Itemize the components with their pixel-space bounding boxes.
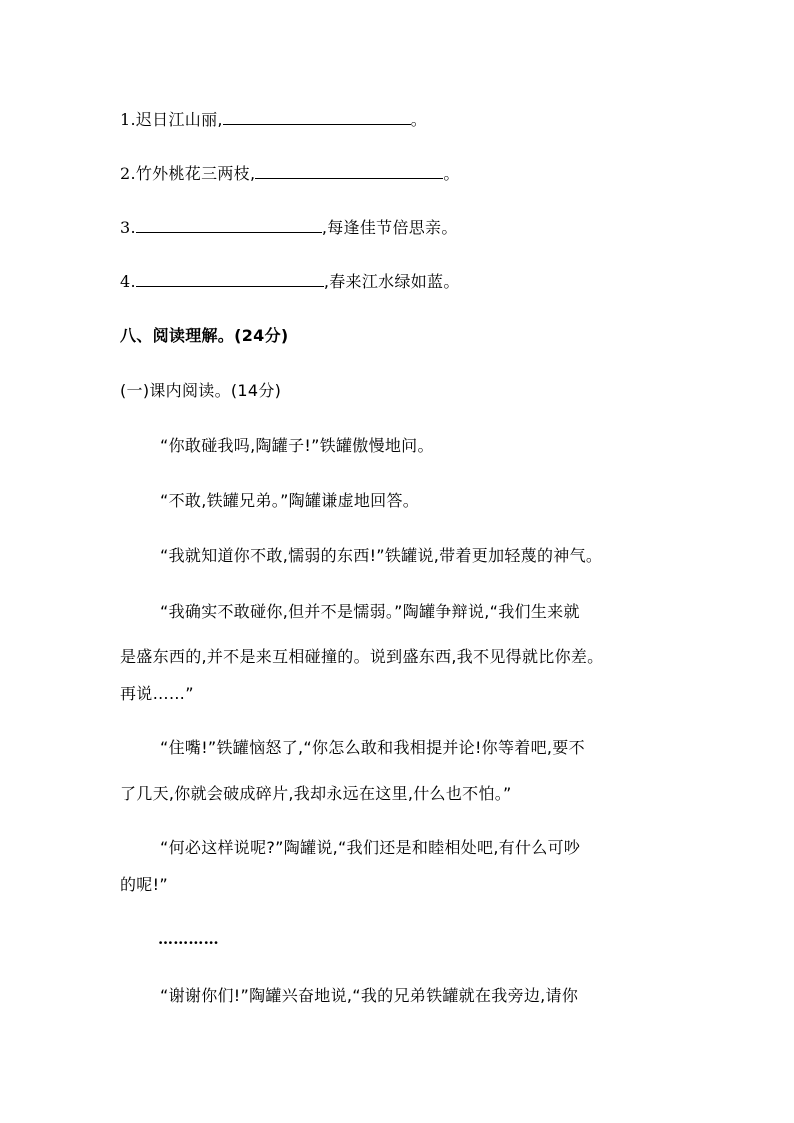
ellipsis-line: ………… (158, 930, 219, 948)
question-number: 2. (120, 164, 136, 183)
passage-line: “住嘴!”铁罐恼怒了,“你怎么敢和我相提并论!你等着吧,要不 (160, 738, 585, 757)
question-number: 1. (120, 110, 136, 129)
passage-line: “不敢,铁罐兄弟。”陶罐谦虚地回答。 (160, 491, 420, 510)
blank-question-3 (120, 218, 458, 238)
passage-line: 再说……” (120, 684, 194, 703)
passage-line: “我确实不敢碰你,但并不是懦弱。”陶罐争辩说,“我们生来就 (160, 602, 580, 621)
question-text-after: ,春来江水绿如蓝。 (323, 272, 460, 291)
passage-line: “我就知道你不敢,懦弱的东西!”铁罐说,带着更加轻蔑的神气。 (160, 546, 603, 565)
subsection-title: (一)课内阅读。(14分) (120, 381, 282, 400)
passage-line: 是盛东西的,并不是来互相碰撞的。说到盛东西,我不见得就比你差。 (120, 647, 604, 666)
answer-blank[interactable] (255, 164, 443, 179)
question-number: 3. (120, 218, 136, 237)
question-text-after: 。 (410, 110, 428, 129)
passage-line: 了几天,你就会破成碎片,我却永远在这里,什么也不怕。” (120, 784, 512, 803)
question-text-before: 迟日江山丽, (135, 110, 223, 129)
passage-line: “谢谢你们!”陶罐兴奋地说,“我的兄弟铁罐就在我旁边,请你 (160, 986, 579, 1005)
question-text-after: 。 (443, 164, 460, 183)
answer-blank[interactable] (136, 272, 324, 287)
passage-line: 的呢!” (120, 875, 168, 894)
answer-blank[interactable] (223, 110, 411, 125)
blank-question-2 (120, 164, 460, 184)
answer-blank[interactable] (136, 218, 322, 233)
question-text-after: ,每逢佳节倍思亲。 (321, 218, 458, 237)
blank-question-4 (120, 272, 460, 292)
blank-question-1 (120, 110, 427, 130)
passage-line: “你敢碰我吗,陶罐子!”铁罐傲慢地问。 (160, 436, 434, 455)
question-number: 4. (120, 272, 136, 291)
question-text-before: 竹外桃花三两枝, (135, 164, 256, 183)
section-title: 八、阅读理解。(24分) (120, 326, 289, 345)
passage-line: “何必这样说呢?”陶罐说,“我们还是和睦相处吧,有什么可吵 (160, 838, 581, 857)
